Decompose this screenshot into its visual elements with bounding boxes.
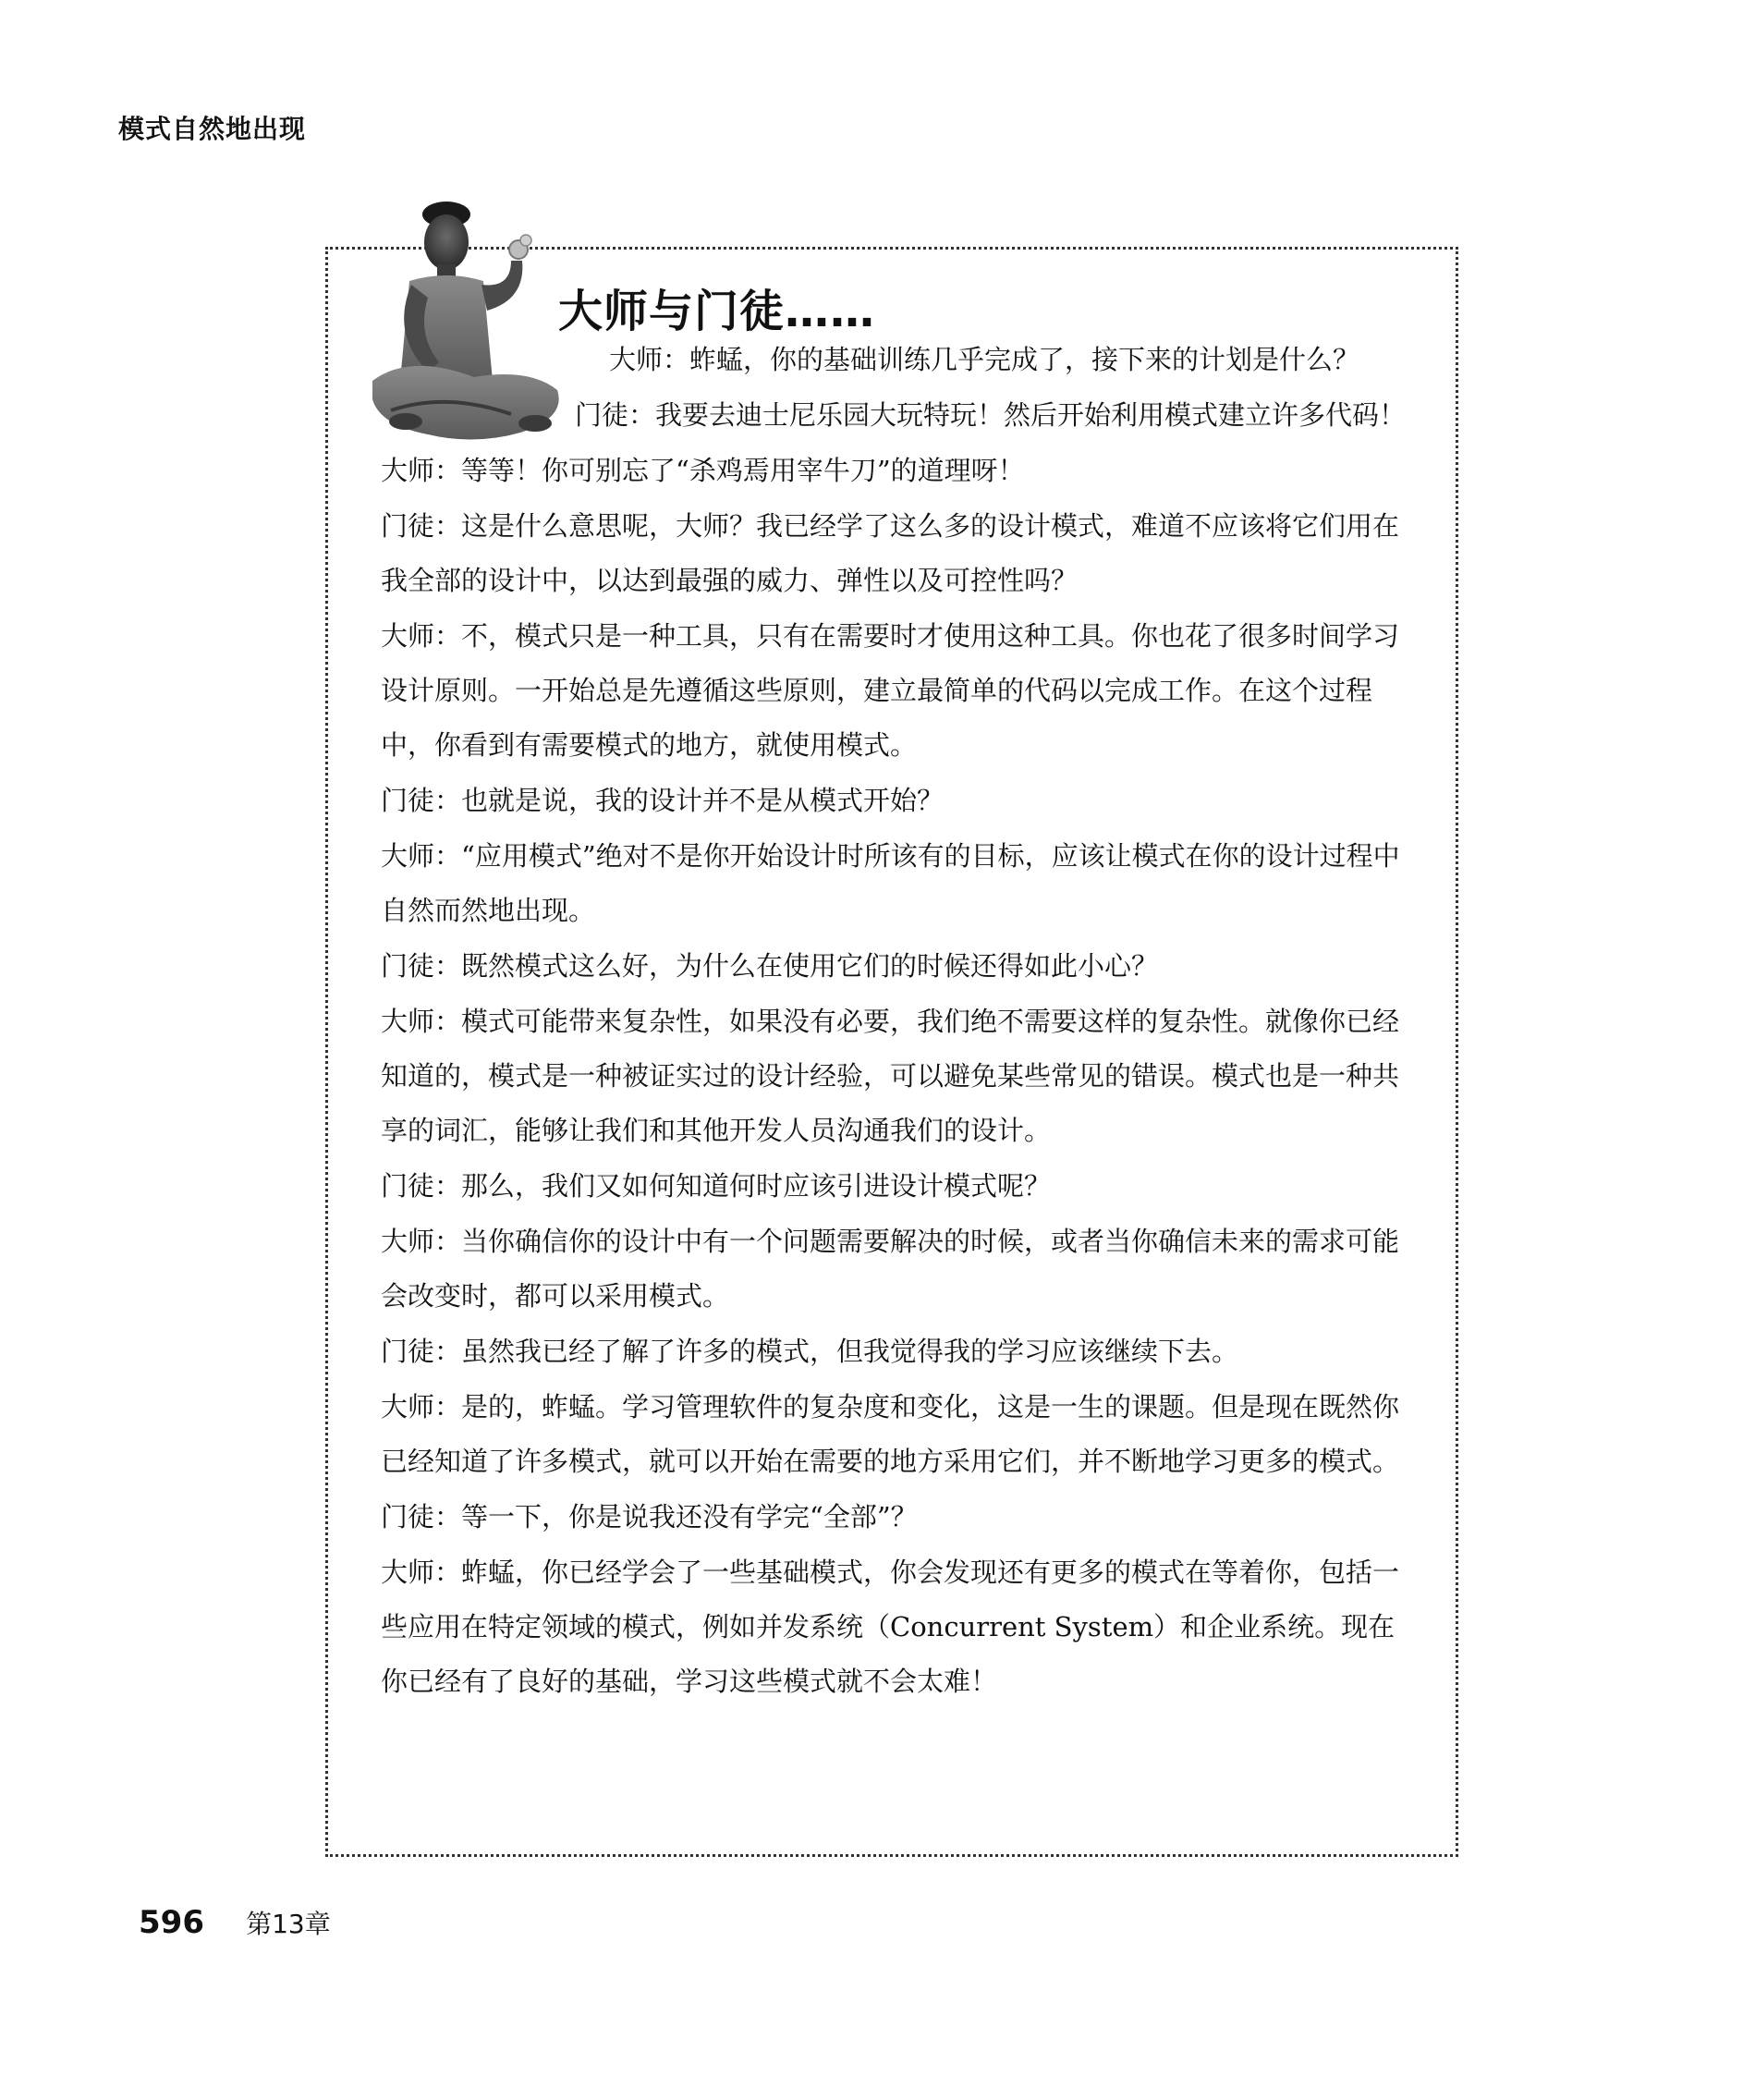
dialogue [381, 333, 1416, 1710]
box-title: 大师与门徒…… [558, 286, 876, 337]
dialogue-line: 门徒：等一下，你是说我还没有学完“全部”？ [381, 1501, 918, 1532]
dialogue-line: 大师：当你确信你的设计中有一个问题需要解决的时候，或者当你确信未来的需求可能会改变时，都可以采用模式。 [381, 1226, 1400, 1312]
dialogue-line: 门徒：也就是说，我的设计并不是从模式开始？ [381, 785, 945, 816]
page-number: 596 [139, 1904, 204, 1941]
dialogue-line: 大师：等等！你可别忘了“杀鸡焉用宰牛刀”的道理呀！ [381, 455, 1025, 486]
page-footer [139, 1904, 331, 1941]
dialogue-line: 门徒：虽然我已经了解了许多的模式，但我觉得我的学习应该继续下去。 [381, 1336, 1239, 1367]
dialogue-line: 门徒：那么，我们又如何知道何时应该引进设计模式呢？ [381, 1170, 1052, 1202]
dialogue-line: 门徒：既然模式这么好，为什么在使用它们的时候还得如此小心？ [381, 950, 1159, 982]
dialogue-line: 大师：蚱蜢，你已经学会了一些基础模式，你会发现还有更多的模式在等着你，包括一些应用在特定领域的模式，例如并发系统（Concurrent System）和企业系统。现在你已经有了良好的基础，学习这些模式就不会太难！ [381, 1557, 1400, 1697]
dialogue-line: 大师：模式可能带来复杂性，如果没有必要，我们绝不需要这样的复杂性。就像你已经知道的，模式是一种被证实过的设计经验，可以避免某些常见的错误。模式也是一种共享的词汇，能够让我们和其他开发人员沟通我们的设计。 [381, 1006, 1400, 1146]
chapter-label: 第13章 [246, 1909, 331, 1939]
dialogue-line: 大师：不，模式只是一种工具，只有在需要时才使用这种工具。你也花了很多时间学习设计原则。一开始总是先遵循这些原则，建立最简单的代码以完成工作。在这个过程中，你看到有需要模式的地方，就使用模式。 [381, 620, 1400, 761]
dialogue-line: 大师：“应用模式”绝对不是你开始设计时所该有的目标，应该让模式在你的设计过程中自然而然地出现。 [381, 840, 1400, 926]
running-head: 模式自然地出现 [118, 114, 307, 144]
dialogue-line: 门徒：我要去迪士尼乐园大玩特玩！然后开始利用模式建立许多代码！ [575, 399, 1407, 431]
dialogue-line: 大师：是的，蚱蜢。学习管理软件的复杂度和变化，这是一生的课题。但是现在既然你已经知道了许多模式，就可以开始在需要的地方采用它们，并不断地学习更多的模式。 [381, 1391, 1400, 1477]
dialogue-line: 大师：蚱蜢，你的基础训练几乎完成了，接下来的计划是什么？ [609, 344, 1360, 375]
dialogue-line: 门徒：这是什么意思呢，大师？我已经学了这么多的设计模式，难道不应该将它们用在我全部的设计中，以达到最强的威力、弹性以及可控性吗？ [381, 510, 1400, 596]
